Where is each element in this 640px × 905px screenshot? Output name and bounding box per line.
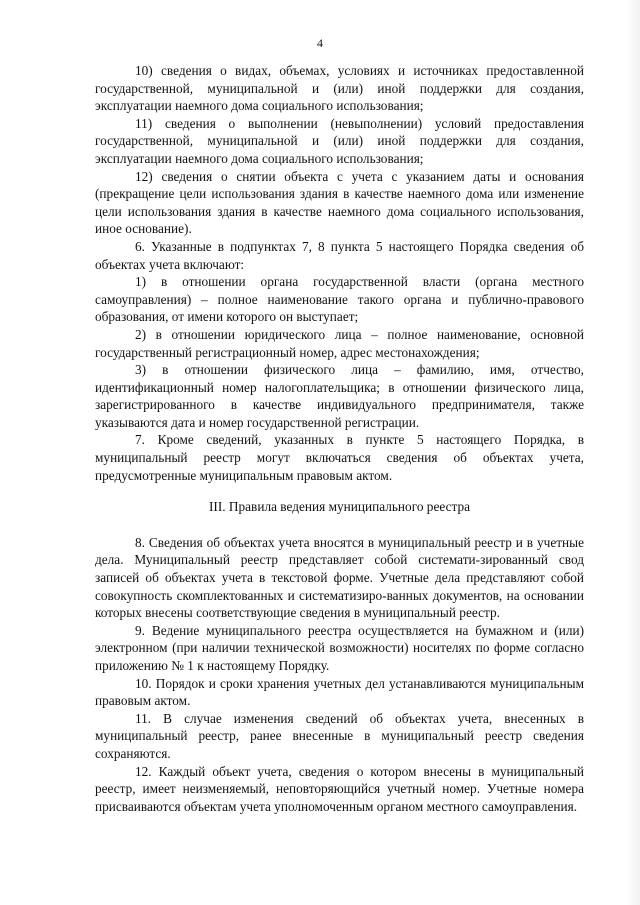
page-number: 4 bbox=[317, 36, 323, 50]
paragraph-clause-12: 12. Каждый объект учета, сведения о котором внесены в муниципальный реестр, имеет неизменяемый, неповторяющийся учетный номер. Учетные номера присваиваются объектам учета уполномоченным органом местного самоуправления. bbox=[95, 763, 584, 814]
paragraph-clause-6: 6. Указанные в подпунктах 7, 8 пункта 5 настоящего Порядка сведения об объектах учета включают: bbox=[95, 238, 584, 272]
paragraph-clause-9: 9. Ведение муниципального реестра осуществляется на бумажном и (или) электронном (при наличии технической возможности) носителях по форме согласно приложению № 1 к настоящему Порядку. bbox=[95, 622, 584, 673]
paragraph-clause-8: 8. Сведения об объектах учета вносятся в муниципальный реестр и в учетные дела. Муниципальный реестр представляет собой системати-зированный свод записей об объектах учета в текстовой форме. Учетные дела представляют собой совокупность скомплектованных и систематизиро-ванных документов, на основании которых внесены соответствующие сведения в муниципальный реестр. bbox=[95, 534, 584, 621]
paragraph-item-10: 10) сведения о видах, объемах, условиях и источниках предоставленной государственной, муниципальной и (или) иной поддержки для создания, эксплуатации наемного дома социального использования; bbox=[95, 63, 584, 114]
paragraph-subitem-3: 3) в отношении физического лица – фамилию, имя, отчество, идентификационный номер налогоплательщика; в отношении физического лица, зарегистрированного в качестве индивидуального предпринимателя, также указываются дата и номер государственной регистрации. bbox=[95, 362, 584, 430]
paragraph-clause-11: 11. В случае изменения сведений об объектах учета, внесенных в муниципальный реестр, ранее внесенные в муниципальный реестр сведения сохраняются. bbox=[95, 710, 584, 761]
document-body bbox=[95, 62, 584, 815]
paragraph-item-12: 12) сведения о снятии объекта с учета с указанием даты и основания (прекращение цели использования здания в качестве наемного дома или изменение цели использования здания в качестве наемного дома социального использования, иное основание). bbox=[95, 168, 584, 237]
paragraph-subitem-1: 1) в отношении органа государственной власти (органа местного самоуправления) – полное наименование такого органа и публично-правового образования, от имени которого он выступает; bbox=[95, 274, 584, 325]
paragraph-clause-10: 10. Порядок и сроки хранения учетных дел устанавливаются муниципальным правовым актом. bbox=[95, 675, 584, 709]
paragraph-item-11: 11) сведения о выполнении (невыполнении) условий предоставления государственной, муниципальной и (или) иной поддержки для создания, эксплуатации наемного дома социального использования; bbox=[95, 115, 584, 166]
paragraph-clause-7: 7. Кроме сведений, указанных в пункте 5 настоящего Порядка, в муниципальный реестр могут включаться сведения об объектах учета, предусмотренные муниципальным правовым актом. bbox=[95, 432, 584, 483]
section-heading: III. Правила ведения муниципального реестра bbox=[208, 499, 471, 515]
page-edge-shadow bbox=[626, 0, 640, 905]
paragraph-subitem-2: 2) в отношении юридического лица – полное наименование, основной государственный регистрационный номер, адрес местонахождения; bbox=[95, 326, 584, 360]
